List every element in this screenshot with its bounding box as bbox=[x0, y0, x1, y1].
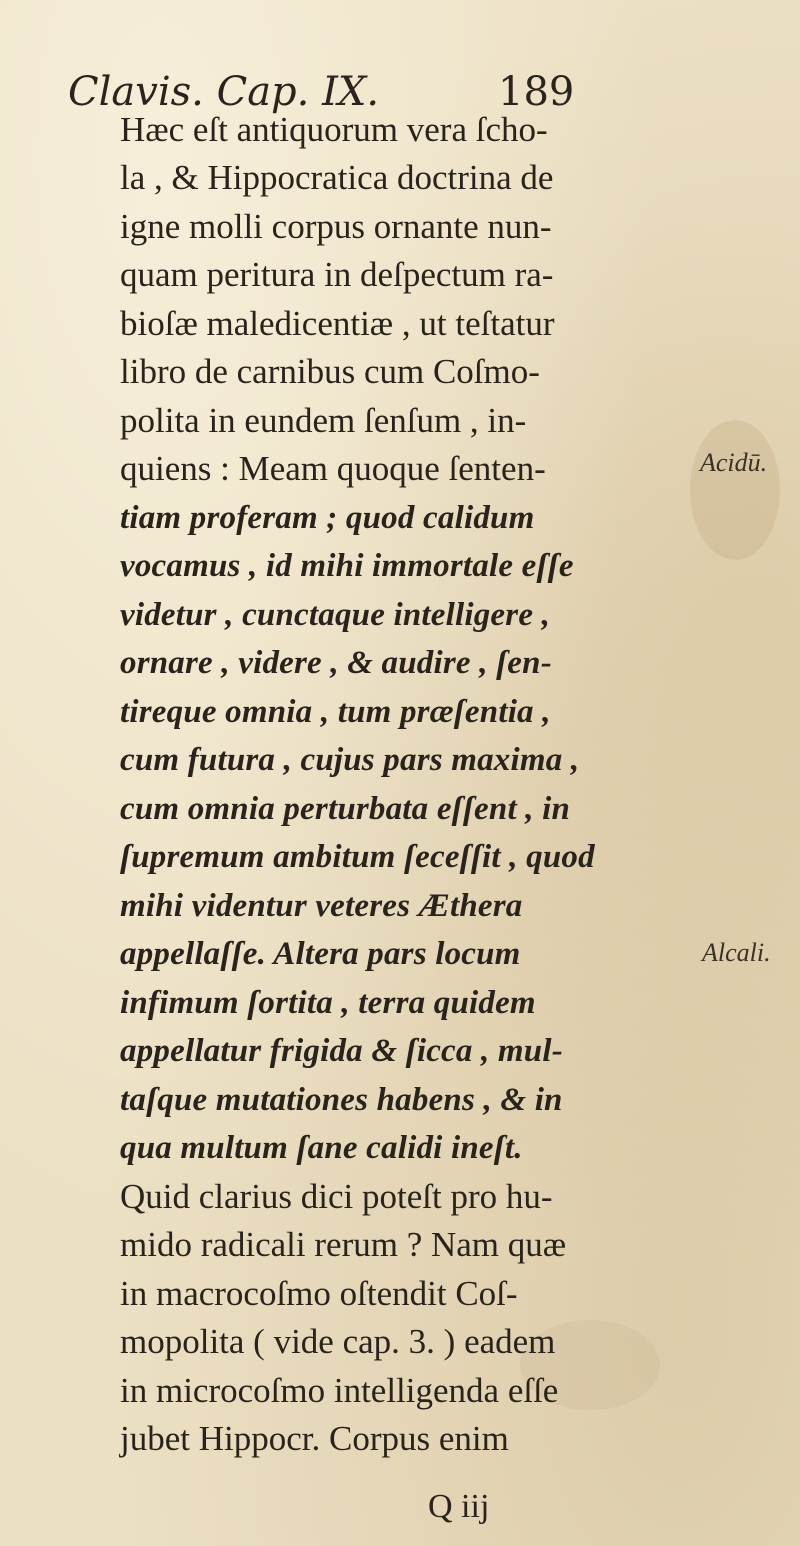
running-title: Clavis. Cap. IX. bbox=[68, 69, 380, 115]
text-line: cum futura , cujus pars maxima , bbox=[120, 742, 580, 778]
margin-note-acidum: Acidū. bbox=[700, 448, 768, 477]
text-line: ornare , videre , & audire , ſen- bbox=[120, 645, 552, 681]
text-line: ſupremum ambitum ſeceſſit , quod bbox=[120, 839, 595, 875]
text-line: mihi videntur veteres Æthera bbox=[120, 888, 523, 924]
text-line: Quid clarius dici poteſt pro hu- bbox=[120, 1177, 553, 1216]
text-line: infimum ſortita , terra quidem bbox=[120, 985, 536, 1021]
text-line: appellaſſe. Altera pars locum bbox=[120, 936, 521, 972]
text-line: jubet Hippocr. Corpus enim bbox=[120, 1419, 509, 1458]
text-line: Hæc eſt antiquorum vera ſcho- bbox=[120, 110, 548, 149]
text-line: in macrocoſmo oſtendit Coſ- bbox=[120, 1274, 518, 1313]
text-line: qua multum ſane calidi ineſt. bbox=[120, 1130, 523, 1166]
text-line: mopolita ( vide cap. 3. ) eadem bbox=[120, 1322, 556, 1361]
text-line: mido radicali rerum ? Nam quæ bbox=[120, 1225, 567, 1264]
text-line: vocamus , id mihi immortale eſſe bbox=[120, 548, 574, 584]
text-line: tireque omnia , tum præſentia , bbox=[120, 694, 551, 730]
text-line: igne molli corpus ornante nun- bbox=[120, 207, 552, 246]
page-number: 189 bbox=[498, 69, 575, 115]
text-line: videtur , cunctaque intelligere , bbox=[120, 597, 551, 633]
text-line: tiam proferam ; quod calidum bbox=[120, 500, 535, 536]
margin-note-alcali: Alcali. bbox=[702, 938, 771, 967]
paper-stain bbox=[690, 420, 780, 560]
text-line: appellatur frigida & ſicca , mul- bbox=[120, 1033, 563, 1069]
text-line: quiens : Meam quoque ſenten- bbox=[120, 449, 546, 488]
text-line: libro de carnibus cum Coſmo- bbox=[120, 352, 540, 391]
text-line: quam peritura in deſpectum ra- bbox=[120, 255, 554, 294]
text-line: bioſæ maledicentiæ , ut teſtatur bbox=[120, 304, 555, 343]
text-line: taſque mutationes habens , & in bbox=[120, 1082, 563, 1118]
text-line: polita in eundem ſenſum , in- bbox=[120, 401, 527, 440]
text-line: la , & Hippocratica doctrina de bbox=[120, 158, 554, 197]
text-line: in microcoſmo intelligenda eſſe bbox=[120, 1371, 559, 1410]
text-line: cum omnia perturbata eſſent , in bbox=[120, 791, 571, 827]
signature-mark: Q iij bbox=[428, 1488, 490, 1525]
